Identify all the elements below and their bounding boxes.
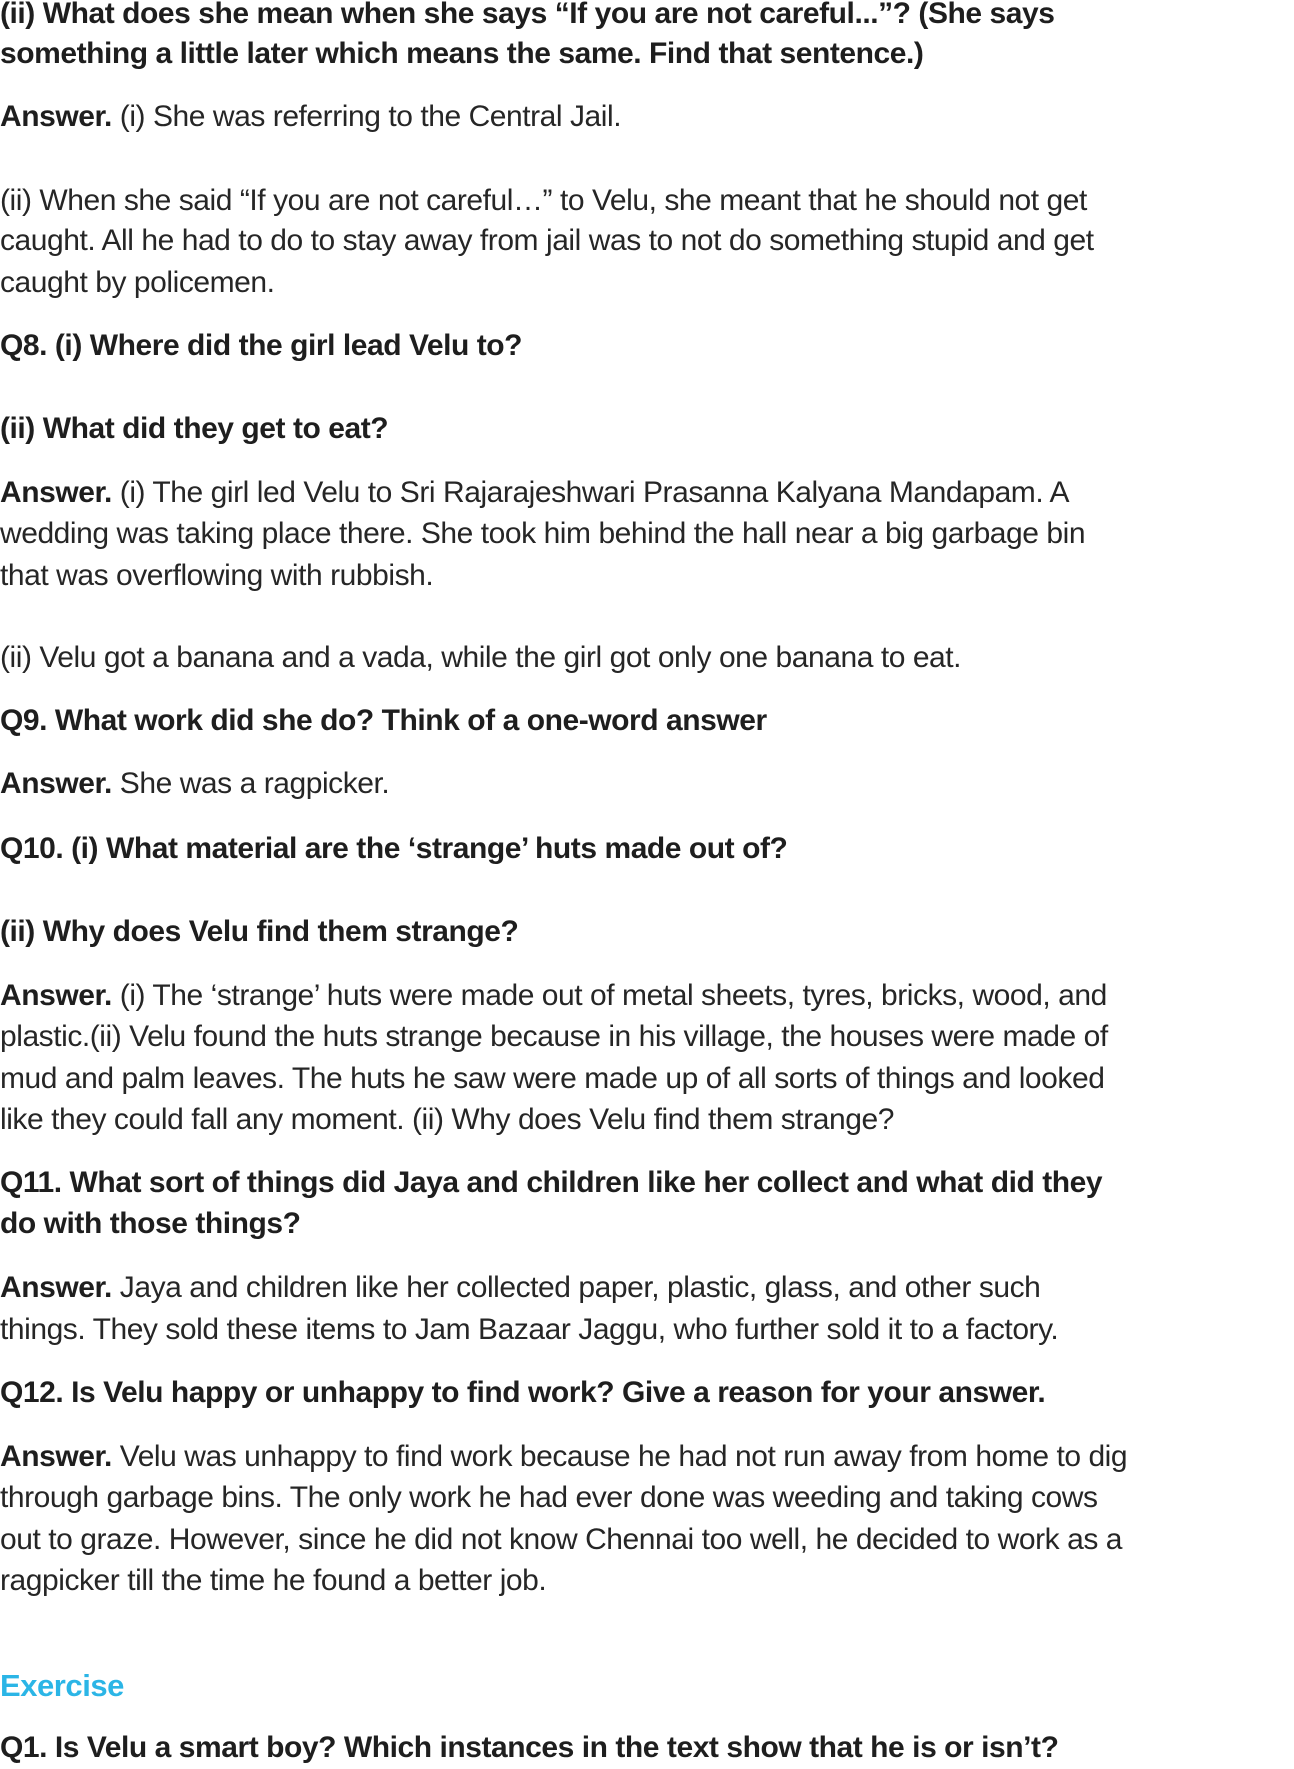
answer-text: caught by policemen. (0, 266, 275, 299)
answer-label: Answer. (0, 1271, 112, 1304)
answer-text: out to graze. However, since he did not know Chennai too well, he decided to work as a (0, 1523, 1122, 1556)
answer-text: (ii) When she said “If you are not careful…” to Velu, she meant that he should not get (0, 184, 1087, 217)
answer-label: Answer. (0, 1440, 112, 1473)
answer-text (0, 472, 1069, 514)
answer-text: through garbage bins. The only work he had ever done was weeding and taking cows (0, 1481, 1098, 1514)
answer-text: that was overflowing with rubbish. (0, 559, 434, 592)
answer-text (0, 1436, 1127, 1478)
question-text: Q11. What sort of things did Jaya and children like her collect and what did they (0, 1166, 1103, 1199)
answer-line: She was a ragpicker. (119, 767, 390, 800)
question-text: Q12. Is Velu happy or unhappy to find work? Give a reason for your answer. (0, 1376, 1046, 1409)
answer-line: Velu was unhappy to find work because he had not run away from home to dig (119, 1440, 1128, 1473)
question-text: Q10. (i) What material are the ‘strange’ huts made out of? (0, 832, 788, 865)
answer-line: Jaya and children like her collected paper, plastic, glass, and other such (119, 1271, 1041, 1304)
answer-line: (i) The girl led Velu to Sri Rajarajeshwari Prasanna Kalyana Mandapam. A (119, 476, 1070, 509)
answer-text: things. They sold these items to Jam Bazaar Jaggu, who further sold it to a factory. (0, 1313, 1059, 1346)
question-text: (ii) What did they get to eat? (0, 412, 389, 445)
answer-label: Answer. (0, 979, 112, 1012)
answer-text (0, 96, 621, 138)
question-text: Q8. (i) Where did the girl lead Velu to? (0, 329, 523, 362)
answer-line: (i) She was referring to the Central Jail. (119, 100, 622, 133)
answer-text (0, 763, 389, 805)
question-text: something a little later which means the same. Find that sentence.) (0, 37, 924, 70)
answer-line: (i) The ‘strange’ huts were made out of metal sheets, tyres, bricks, wood, and (119, 979, 1107, 1012)
answer-label: Answer. (0, 767, 112, 800)
answer-label: Answer. (0, 476, 112, 509)
question-text: (ii) Why does Velu find them strange? (0, 915, 519, 948)
question-text: Q1. Is Velu a smart boy? Which instances in the text show that he is or isn’t? (0, 1731, 1059, 1764)
question-text: Q9. What work did she do? Think of a one-word answer (0, 704, 767, 737)
exercise-heading: Exercise (0, 1668, 124, 1703)
answer-text: plastic.(ii) Velu found the huts strange because in his village, the houses were made of (0, 1020, 1108, 1053)
question-text: (ii) What does she mean when she says “If you are not careful...”? (She says (0, 0, 1055, 30)
question-text: do with those things? (0, 1207, 301, 1240)
answer-text: (ii) Velu got a banana and a vada, while the girl got only one banana to eat. (0, 641, 962, 674)
answer-label: Answer. (0, 100, 112, 133)
answer-text: caught. All he had to do to stay away from jail was to not do something stupid and get (0, 224, 1094, 257)
answer-text: like they could fall any moment. (ii) Why does Velu find them strange? (0, 1103, 894, 1136)
answer-text: wedding was taking place there. She took him behind the hall near a big garbage bin (0, 517, 1086, 550)
answer-text (0, 1267, 1040, 1309)
answer-text: mud and palm leaves. The huts he saw were made up of all sorts of things and looked (0, 1062, 1105, 1095)
answer-text (0, 975, 1107, 1017)
answer-text: ragpicker till the time he found a better job. (0, 1564, 547, 1597)
